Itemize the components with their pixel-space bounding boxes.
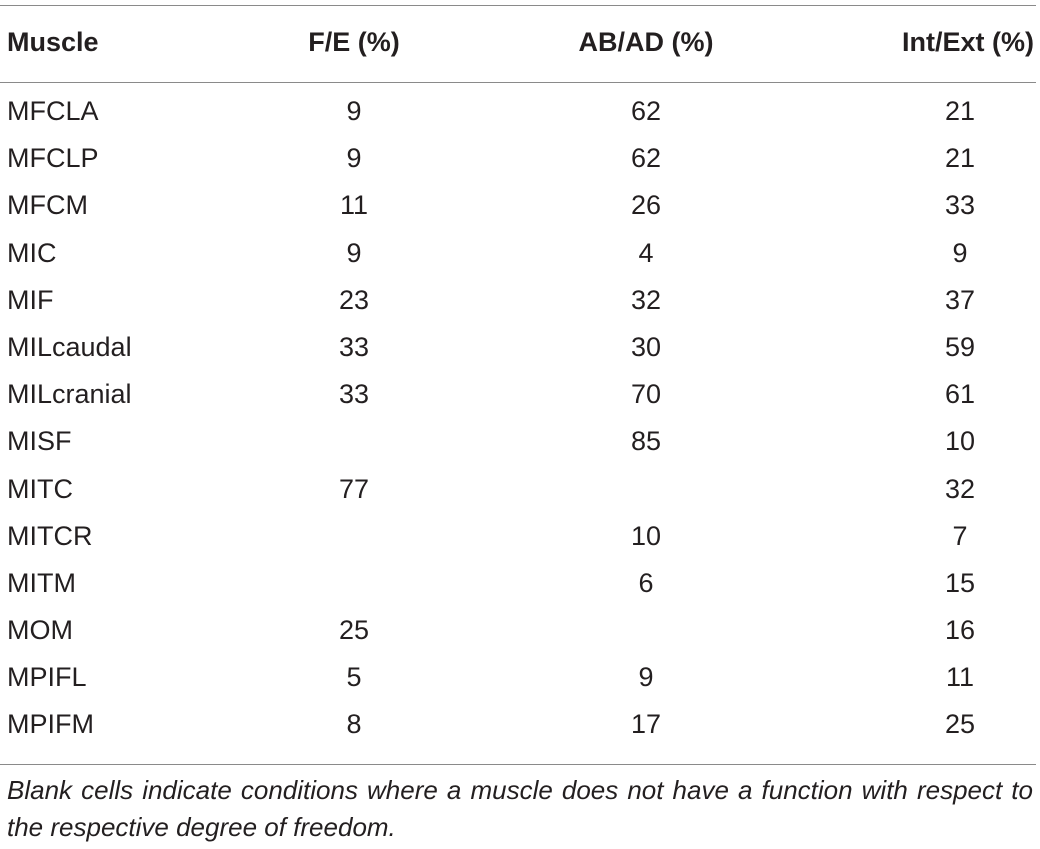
cell-intext: 11 (945, 662, 975, 693)
cell-intext: 37 (944, 284, 976, 315)
table-header-row (0, 20, 1036, 64)
cell-fe: 9 (346, 143, 362, 174)
cell-muscle: MPIFL (7, 662, 87, 693)
cell-fe: 5 (346, 662, 362, 693)
cell-intext: 7 (952, 520, 968, 551)
cell-fe: 9 (346, 96, 362, 126)
cell-abad: 32 (630, 284, 662, 315)
cell-intext: 25 (944, 709, 976, 740)
table-row (0, 89, 1036, 136)
table-row (0, 231, 1036, 278)
table-row (0, 655, 1036, 702)
cell-intext: 59 (944, 331, 976, 362)
table-row (0, 325, 1036, 372)
table-row (0, 419, 1036, 466)
cell-muscle: MIC (7, 237, 57, 268)
top-rule (0, 5, 1036, 6)
table-row (0, 561, 1036, 608)
cell-fe: 8 (346, 709, 362, 740)
cell-abad: 85 (630, 426, 662, 457)
cell-muscle: MFCLP (7, 143, 99, 174)
header-rule (0, 82, 1036, 83)
cell-muscle: MITM (7, 567, 76, 598)
cell-muscle: MISF (7, 426, 72, 457)
cell-intext: 61 (944, 379, 976, 410)
table-row (0, 467, 1036, 514)
cell-fe: 33 (338, 331, 370, 362)
cell-muscle: MITCR (7, 520, 93, 551)
table-body (0, 89, 1036, 750)
cell-intext: 32 (944, 473, 976, 504)
cell-intext: 15 (944, 567, 976, 598)
cell-abad: 10 (630, 520, 662, 551)
table-row (0, 136, 1036, 183)
cell-abad: 26 (630, 190, 662, 221)
cell-intext: 21 (944, 96, 976, 126)
cell-fe: 9 (346, 237, 362, 268)
cell-abad: 4 (638, 237, 654, 268)
header-fe: F/E (%) (308, 27, 400, 57)
table-row (0, 608, 1036, 655)
header-abad: AB/AD (%) (578, 27, 714, 57)
table-row (0, 278, 1036, 325)
cell-intext: 33 (944, 190, 976, 221)
cell-abad: 70 (630, 379, 662, 410)
bottom-rule (0, 764, 1036, 765)
cell-fe: 23 (338, 284, 370, 315)
cell-abad: 62 (630, 143, 662, 174)
header-muscle: Muscle (7, 27, 99, 57)
table-footnote: Blank cells indicate conditions where a muscle does not have a function with respect to the respective degree of freedom. (7, 775, 1033, 842)
cell-muscle: MILcaudal (7, 331, 132, 362)
cell-fe: 11 (339, 190, 369, 221)
header-intext: Int/Ext (%) (902, 27, 1034, 57)
cell-muscle: MILcranial (7, 379, 132, 410)
cell-fe: 25 (338, 615, 370, 646)
cell-intext: 21 (944, 143, 976, 174)
cell-abad: 62 (630, 96, 662, 126)
cell-muscle: MITC (7, 473, 73, 504)
table-row (0, 514, 1036, 561)
cell-intext: 10 (944, 426, 976, 457)
cell-muscle: MFCLA (7, 96, 99, 126)
table-row (0, 183, 1036, 230)
cell-fe: 77 (338, 473, 370, 504)
cell-abad: 17 (630, 709, 662, 740)
cell-abad: 9 (638, 662, 654, 693)
cell-muscle: MIF (7, 284, 54, 315)
cell-abad: 6 (638, 567, 654, 598)
table-row (0, 702, 1036, 749)
cell-muscle: MFCM (7, 190, 88, 221)
cell-muscle: MOM (7, 615, 73, 646)
cell-muscle: MPIFM (7, 709, 94, 740)
cell-intext: 16 (944, 615, 976, 646)
cell-intext: 9 (952, 237, 968, 268)
cell-fe: 33 (338, 379, 370, 410)
cell-abad: 30 (630, 331, 662, 362)
table-row (0, 372, 1036, 419)
